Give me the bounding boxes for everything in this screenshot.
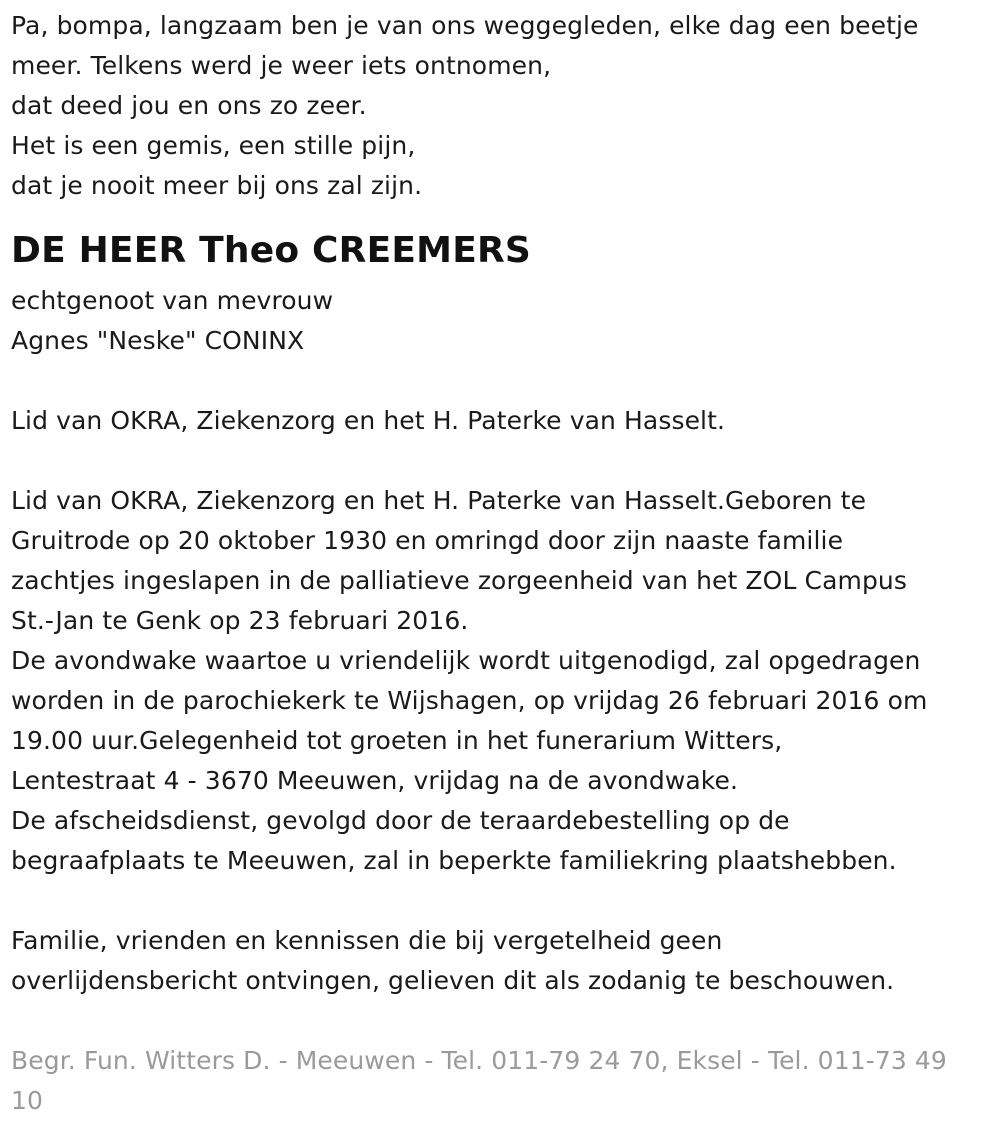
details-line: worden in de parochiekerk te Wijshagen, op vrijdag 26 februari 2016 om <box>11 686 928 715</box>
membership-line: Lid van OKRA, Ziekenzorg en het H. Paterke van Hasselt. <box>11 406 726 435</box>
details-line: 19.00 uur.Gelegenheid tot groeten in het funerarium Witters, <box>11 726 783 755</box>
poem <box>11 6 988 206</box>
funeral-home-footer <box>11 1041 988 1121</box>
spouse-line: Agnes "Neske" CONINX <box>11 326 305 355</box>
notice-line: overlijdensbericht ontvingen, gelieven dit als zodanig te beschouwen. <box>11 966 895 995</box>
spouse-info <box>11 281 988 361</box>
details-line: Lentestraat 4 - 3670 Meeuwen, vrijdag na de avondwake. <box>11 766 739 795</box>
poem-line: dat deed jou en ons zo zeer. <box>11 91 367 120</box>
spacer <box>11 361 988 401</box>
details-paragraph <box>11 481 988 881</box>
spouse-line: echtgenoot van mevrouw <box>11 286 334 315</box>
notice-line: Familie, vrienden en kennissen die bij vergetelheid geen <box>11 926 723 955</box>
details-line: De afscheidsdienst, gevolgd door de teraardebestelling op de <box>11 806 790 835</box>
details-line: Gruitrode op 20 oktober 1930 en omringd door zijn naaste familie <box>11 526 844 555</box>
poem-line: Pa, bompa, langzaam ben je van ons weggegleden, elke dag een beetje <box>11 11 919 40</box>
details-line: zachtjes ingeslapen in de palliatieve zorgeenheid van het ZOL Campus <box>11 566 907 595</box>
deceased-name: DE HEER Theo CREEMERS <box>11 230 532 271</box>
details-line: Lid van OKRA, Ziekenzorg en het H. Paterke van Hasselt.Geboren te <box>11 486 867 515</box>
spacer <box>11 881 988 921</box>
spacer <box>11 1001 988 1041</box>
spacer <box>11 441 988 481</box>
details-line: St.-Jan te Genk op 23 februari 2016. <box>11 606 469 635</box>
poem-line: Het is een gemis, een stille pijn, <box>11 131 416 160</box>
poem-line: dat je nooit meer bij ons zal zijn. <box>11 171 423 200</box>
details-line: begraafplaats te Meeuwen, zal in beperkte familiekring plaatshebben. <box>11 846 897 875</box>
notice-paragraph <box>11 921 988 1001</box>
footer-text: Begr. Fun. Witters D. - Meeuwen - Tel. 011-79 24 70, Eksel - Tel. 011-73 49 10 <box>11 1046 947 1115</box>
details-line: De avondwake waartoe u vriendelijk wordt uitgenodigd, zal opgedragen <box>11 646 921 675</box>
poem-line: meer. Telkens werd je weer iets ontnomen, <box>11 51 552 80</box>
